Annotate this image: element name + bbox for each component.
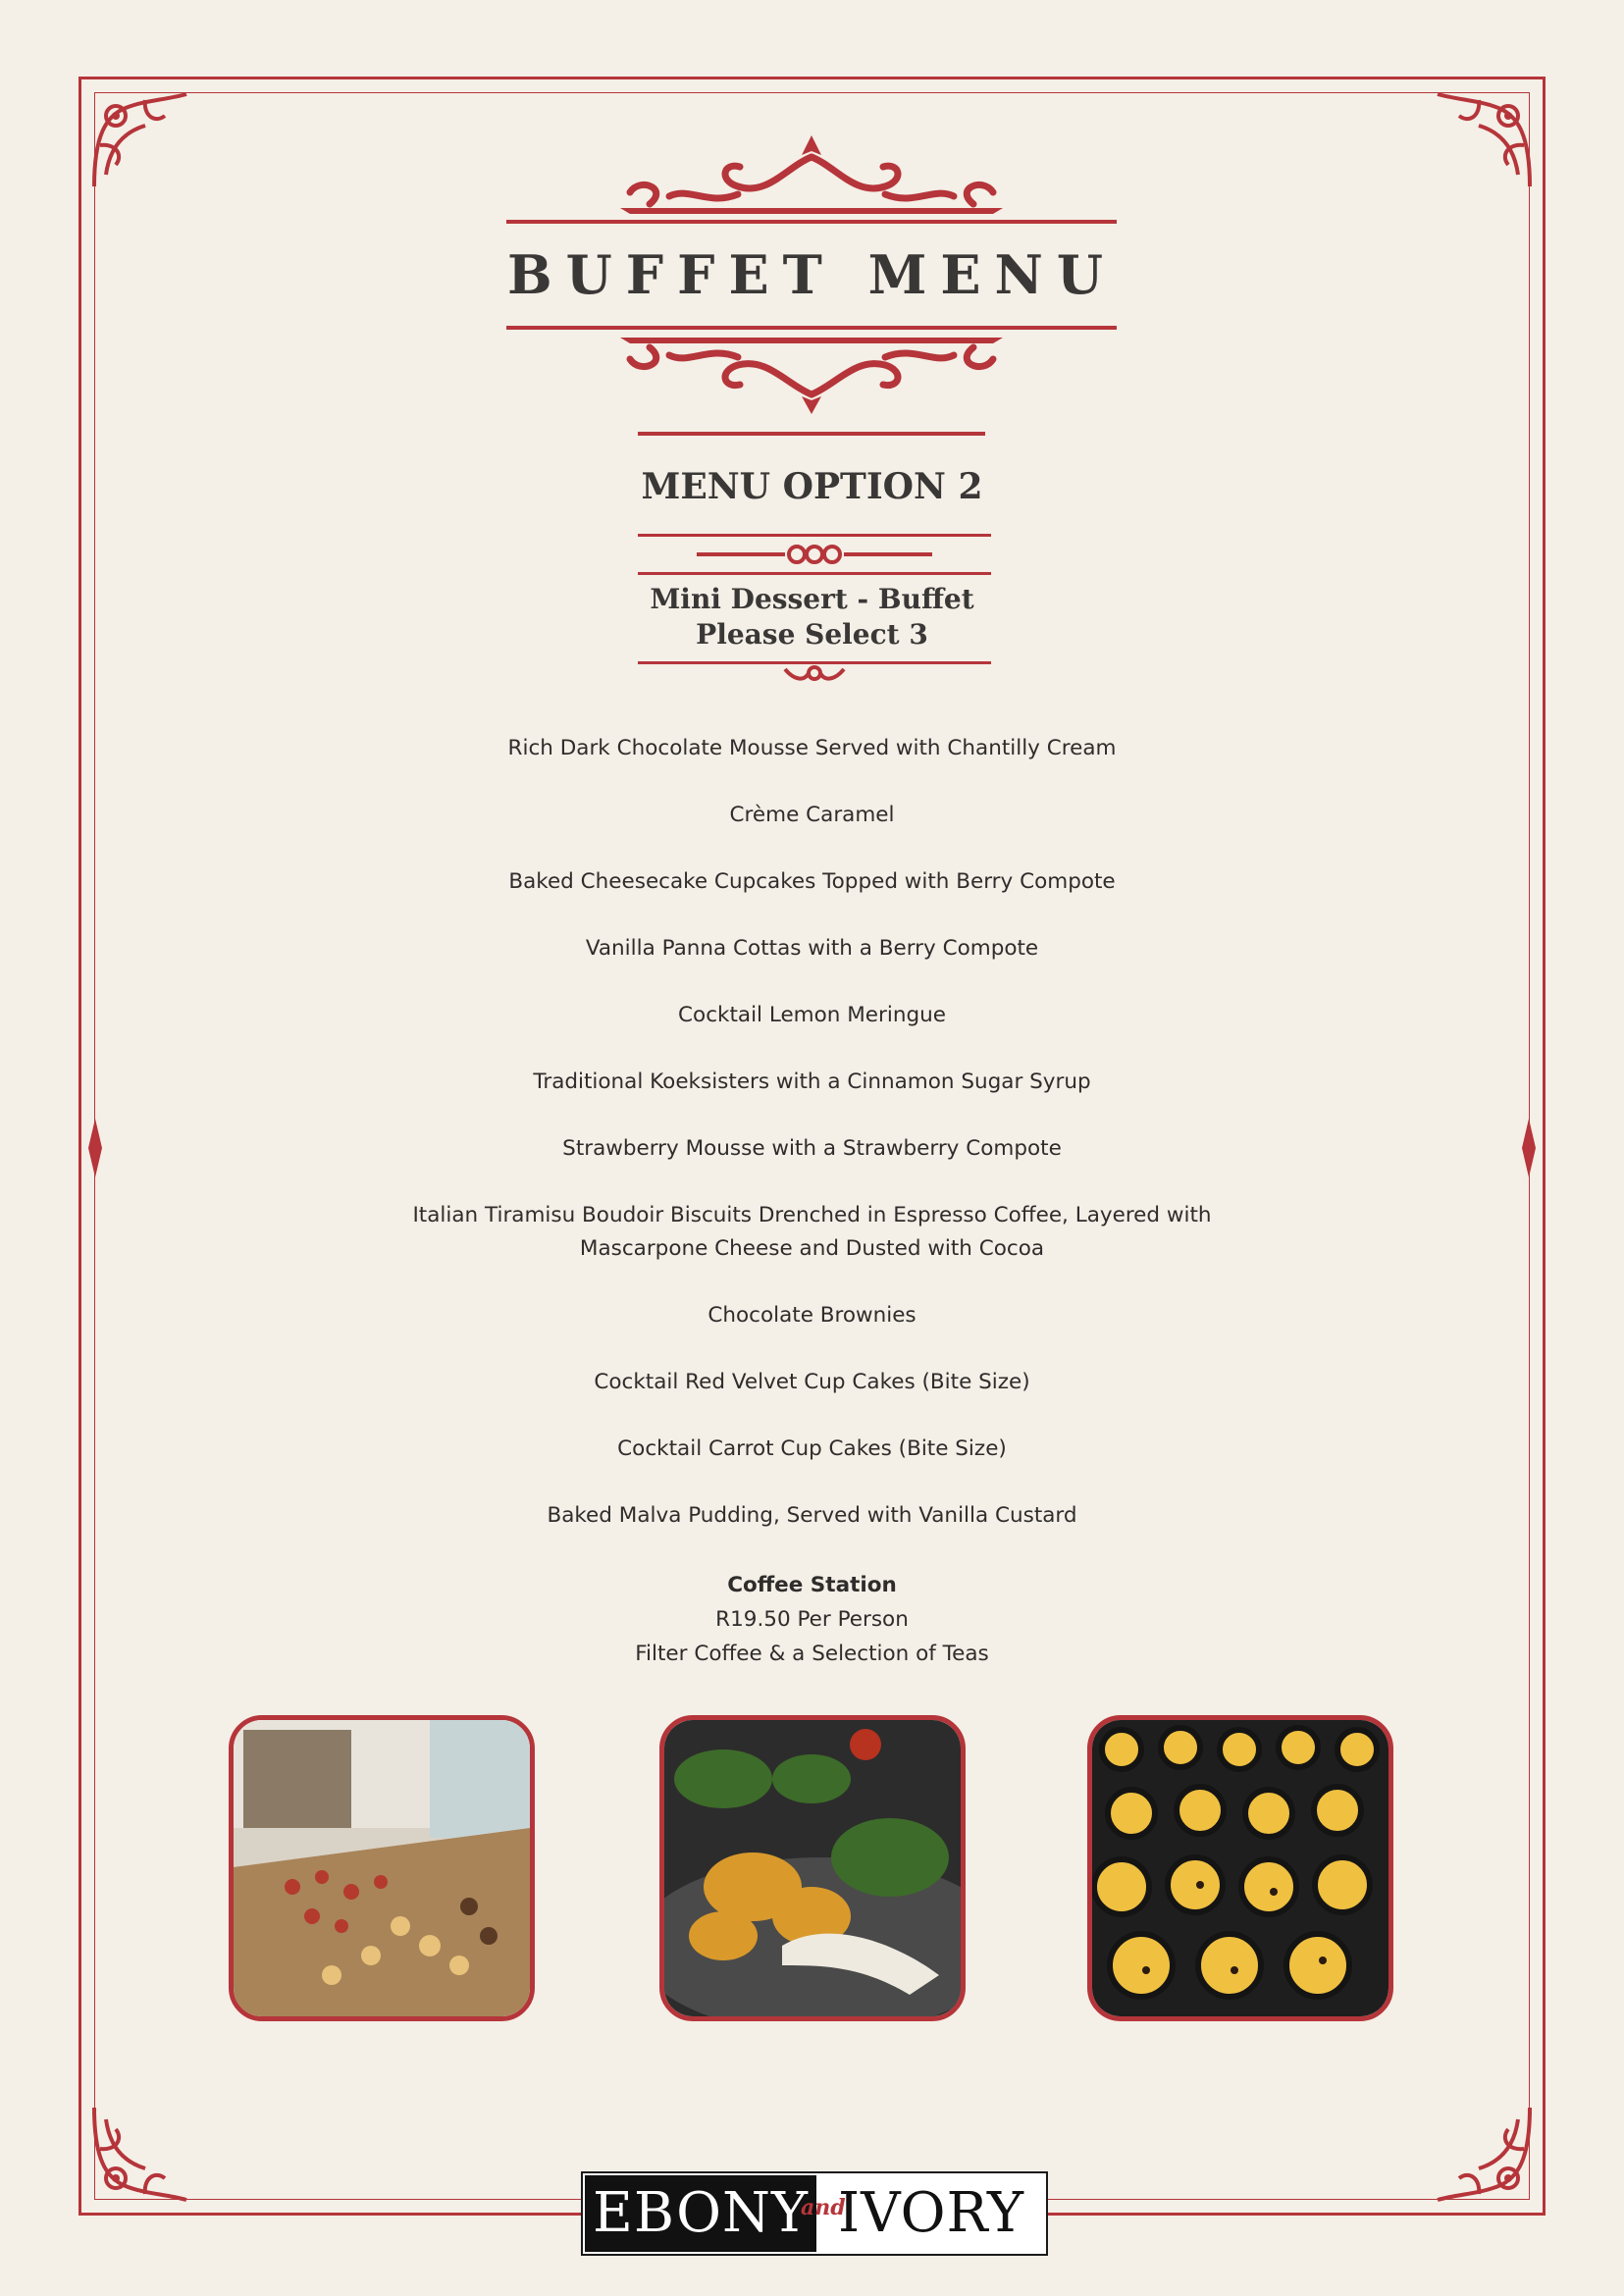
corner-ornament-top-right xyxy=(1430,86,1538,194)
menu-item: Vanilla Panna Cottas with a Berry Compote xyxy=(585,936,1039,961)
subtitle-line-1: Mini Dessert - Buffet xyxy=(650,583,974,615)
corner-ornament-bottom-right xyxy=(1430,2100,1538,2208)
ebony-and-ivory-logo xyxy=(581,2171,1048,2256)
menu-item: Crème Caramel xyxy=(729,803,895,827)
photo-plated-dish xyxy=(659,1715,966,2021)
menu-item: Baked Cheesecake Cupcakes Topped with Berry Compote xyxy=(508,869,1116,894)
menu-item: Italian Tiramisu Boudoir Biscuits Drenched in Espresso Coffee, Layered with Mascarpone Cheese and Dusted with Cocoa xyxy=(412,1203,1212,1261)
menu-option-heading: MENU OPTION 2 xyxy=(641,466,983,507)
header-ornament-bottom xyxy=(502,324,1121,442)
header-ornament-top xyxy=(502,128,1121,226)
subtitle-ornament-bottom xyxy=(638,659,991,689)
coffee-price: R19.50 Per Person xyxy=(715,1607,909,1632)
menu-item: Chocolate Brownies xyxy=(707,1303,917,1328)
menu-items-list xyxy=(373,732,1251,1566)
corner-ornament-bottom-left xyxy=(86,2100,194,2208)
photo-mini-tartlets xyxy=(1087,1715,1393,2021)
coffee-station xyxy=(0,1568,1624,1671)
logo-ivory-text: IVORY xyxy=(838,2181,1024,2245)
side-diamond-left xyxy=(88,1119,102,1177)
menu-item: Traditional Koeksisters with a Cinnamon Sugar Syrup xyxy=(533,1070,1091,1094)
menu-item: Cocktail Red Velvet Cup Cakes (Bite Size) xyxy=(594,1370,1030,1394)
menu-item: Cocktail Carrot Cup Cakes (Bite Size) xyxy=(617,1436,1007,1461)
menu-item: Rich Dark Chocolate Mousse Served with Chantilly Cream xyxy=(507,736,1117,760)
photo-dessert-table xyxy=(229,1715,535,2021)
side-diamond-right xyxy=(1522,1119,1536,1177)
subtitle-ornament-top xyxy=(638,530,991,579)
coffee-description: Filter Coffee & a Selection of Teas xyxy=(635,1642,989,1666)
logo-and-text: and xyxy=(801,2195,846,2220)
logo-ebony-text: EBONY xyxy=(585,2175,816,2252)
subtitle-line-2: Please Select 3 xyxy=(696,618,928,651)
menu-item: Baked Malva Pudding, Served with Vanilla Custard xyxy=(547,1503,1077,1528)
menu-item: Strawberry Mousse with a Strawberry Compote xyxy=(562,1136,1062,1161)
page-title: BUFFET MENU xyxy=(507,243,1117,306)
corner-ornament-top-left xyxy=(86,86,194,194)
menu-item: Cocktail Lemon Meringue xyxy=(678,1003,946,1027)
coffee-title: Coffee Station xyxy=(727,1573,897,1597)
